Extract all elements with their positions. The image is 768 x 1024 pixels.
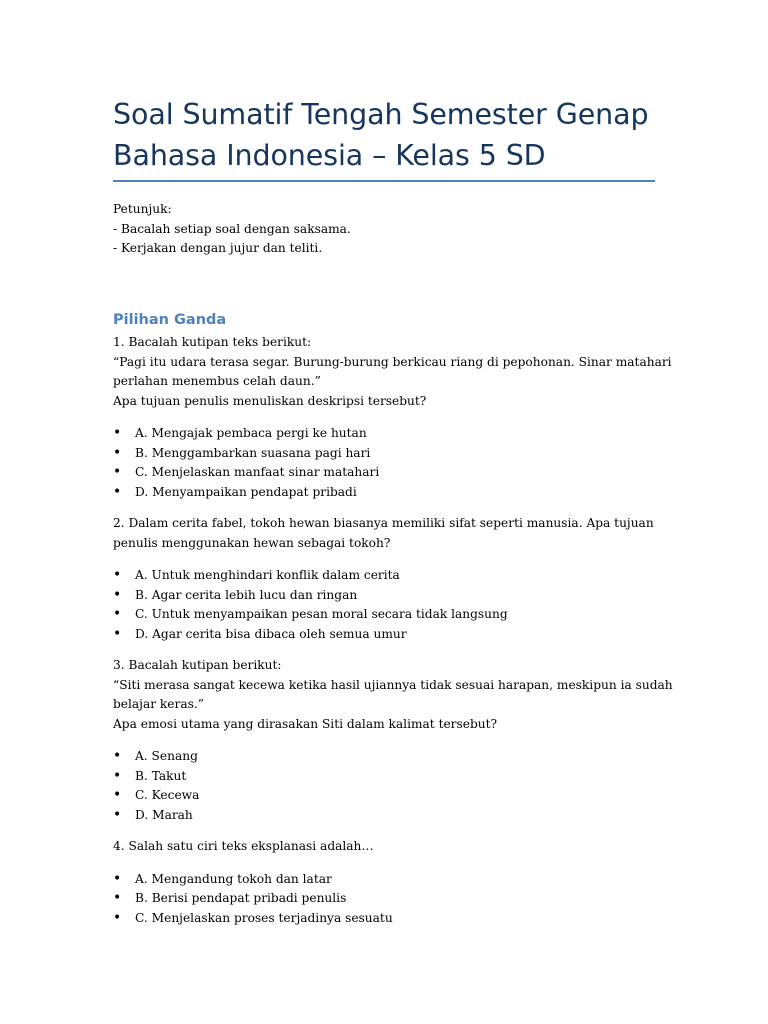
option-label: D. Menyampaikan pendapat pribadi <box>135 484 357 499</box>
question-4 <box>113 837 658 928</box>
question-text <box>113 837 658 857</box>
option-label: C. Menjelaskan proses terjadinya sesuatu <box>135 910 393 925</box>
question-line: “Siti merasa sangat kecewa ketika hasil ujiannya tidak sesuai harapan, meskipun ia sudah <box>113 677 673 692</box>
bullet-icon: • <box>113 483 122 500</box>
instruction-item: - Kerjakan dengan jujur dan teliti. <box>113 241 323 255</box>
instructions-block <box>113 200 351 259</box>
option-item <box>113 870 658 890</box>
option-item <box>113 786 658 806</box>
option-label: A. Senang <box>135 749 198 763</box>
question-text <box>113 656 673 734</box>
bullet-icon: • <box>113 767 122 784</box>
question-line: Apa emosi utama yang dirasakan Siti dalam kalimat tersebut? <box>113 716 498 731</box>
option-label: B. Takut <box>135 768 187 783</box>
option-item <box>113 463 658 483</box>
option-label: C. Untuk menyampaikan pesan moral secara tidak langsung <box>135 607 508 621</box>
option-item <box>113 625 658 645</box>
options-list <box>113 424 658 502</box>
question-line: “Pagi itu udara terasa segar. Burung-burung berkicau riang di pepohonan. Sinar matahari <box>113 354 672 369</box>
options-list <box>113 566 658 644</box>
bullet-icon: • <box>113 625 122 642</box>
option-label: B. Agar cerita lebih lucu dan ringan <box>135 587 358 602</box>
option-label: D. Agar cerita bisa dibaca oleh semua umur <box>135 626 407 641</box>
option-item <box>113 889 658 909</box>
section-heading: Pilihan Ganda <box>113 312 227 328</box>
bullet-icon: • <box>113 425 122 441</box>
option-item <box>113 444 658 464</box>
instruction-item: - Bacalah setiap soal dengan saksama. <box>113 221 351 236</box>
option-label: A. Mengajak pembaca pergi ke hutan <box>135 426 367 440</box>
document-title <box>113 94 658 176</box>
option-label: B. Menggambarkan suasana pagi hari <box>135 445 371 460</box>
options-list <box>113 870 658 929</box>
option-label: C. Kecewa <box>135 788 200 802</box>
bullet-icon: • <box>113 567 122 583</box>
option-item <box>113 566 658 586</box>
question-line: Apa tujuan penulis menuliskan deskripsi tersebut? <box>113 393 427 408</box>
bullet-icon: • <box>113 787 122 803</box>
question-line: 4. Salah satu ciri teks eksplanasi adalah… <box>113 839 374 853</box>
bullet-icon: • <box>113 890 122 906</box>
instructions-label: Petunjuk: <box>113 202 172 216</box>
bullet-icon: • <box>113 444 122 461</box>
question-line: 3. Bacalah kutipan berikut: <box>113 658 282 672</box>
question-3 <box>113 656 673 825</box>
option-item <box>113 806 658 826</box>
bullet-icon: • <box>113 870 122 887</box>
question-1 <box>113 333 672 502</box>
bullet-icon: • <box>113 748 122 764</box>
question-text <box>113 333 672 411</box>
option-item <box>113 767 658 787</box>
questions-list <box>113 333 673 940</box>
question-2 <box>113 514 658 644</box>
option-label: A. Untuk menghindari konflik dalam cerita <box>135 568 400 582</box>
bullet-icon: • <box>113 806 122 823</box>
option-label: B. Berisi pendapat pribadi penulis <box>135 891 347 905</box>
bullet-icon: • <box>113 464 122 480</box>
title-line-1: Soal Sumatif Tengah Semester Genap <box>113 98 649 131</box>
option-item <box>113 424 658 444</box>
bullet-icon: • <box>113 586 122 603</box>
option-item <box>113 586 658 606</box>
option-label: D. Marah <box>135 807 193 822</box>
question-line: belajar keras.” <box>113 697 204 711</box>
bullet-icon: • <box>113 909 122 926</box>
option-item <box>113 483 658 503</box>
question-line: 1. Bacalah kutipan teks berikut: <box>113 335 312 349</box>
option-item <box>113 605 658 625</box>
question-line: perlahan menembus celah daun.” <box>113 374 321 388</box>
question-line: penulis menggunakan hewan sebagai tokoh? <box>113 535 391 550</box>
title-line-2: Bahasa Indonesia – Kelas 5 SD <box>113 139 546 172</box>
option-label: A. Mengandung tokoh dan latar <box>135 871 332 886</box>
bullet-icon: • <box>113 606 122 622</box>
title-underline <box>113 180 655 182</box>
options-list <box>113 747 658 825</box>
question-text <box>113 514 658 553</box>
question-line: 2. Dalam cerita fabel, tokoh hewan biasanya memiliki sifat seperti manusia. Apa tujuan <box>113 516 654 530</box>
option-item <box>113 747 658 767</box>
option-item <box>113 909 658 929</box>
option-label: C. Menjelaskan manfaat sinar matahari <box>135 465 380 479</box>
